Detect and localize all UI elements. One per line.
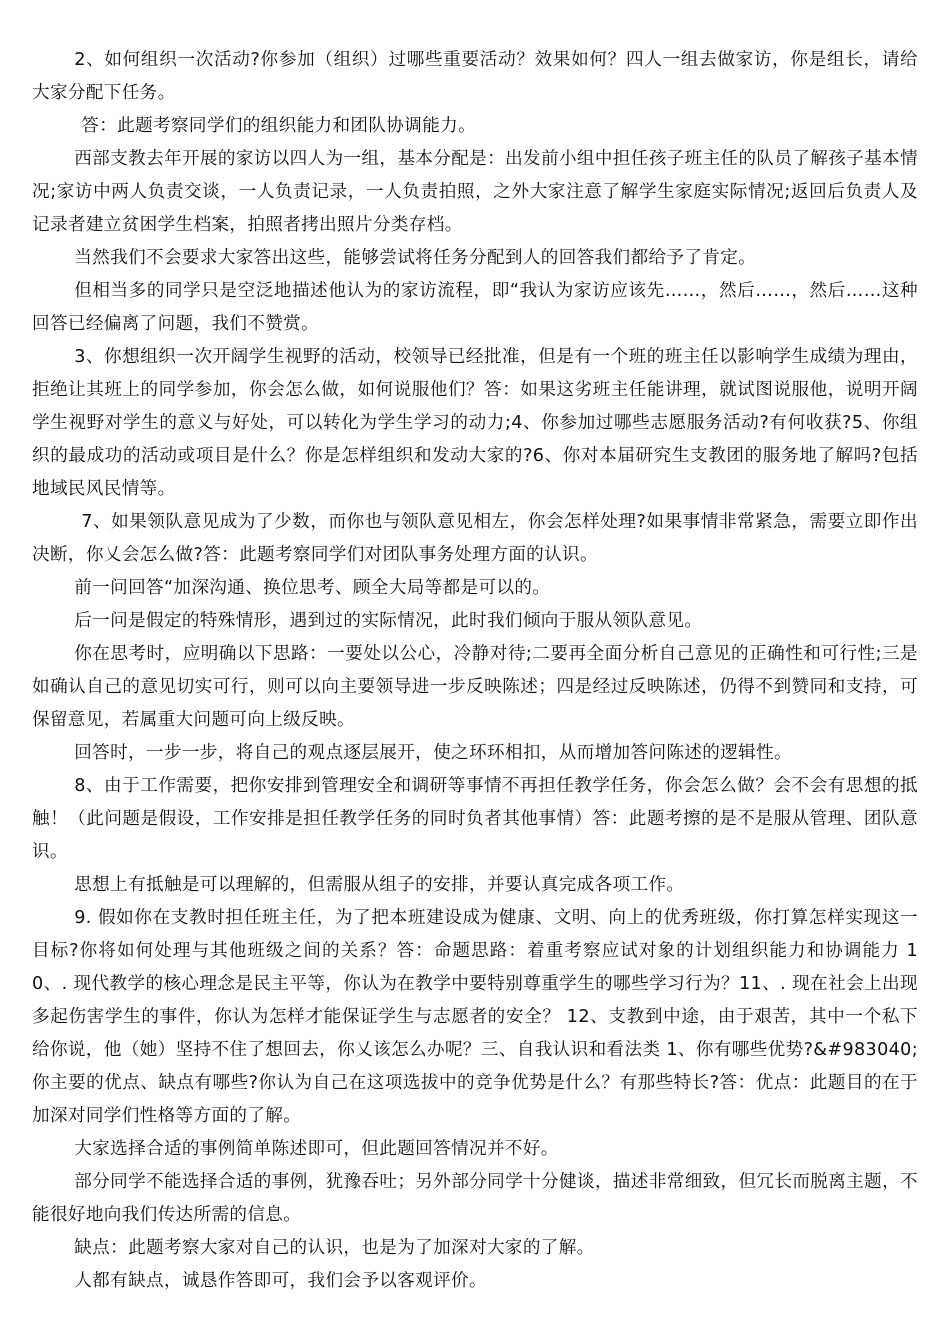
paragraph-honest-answer: 人都有缺点，诚恳作答即可，我们会予以客观评价。: [74, 1271, 487, 1291]
paragraph-questions-3-6: 3、你想组织一次开阔学生视野的活动，校领导已经批准，但是有一个班的班主任以影响学生成绩为理由，拒绝让其班上的同学参加，你会怎么做，如何说服他们？答：如果这劣班主任能讲理，就试图说服他，说明开阔学生视野对学生的意义与好处，可以转化为学生学习的动力;4、你参加过哪些志愿服务活动?有何收获?5、你组织的最成功的活动或项目是什么？你是怎样组织和发动大家的?6、你对本届研究生支教团的服务地了解吗?包括地域民风民情等。: [32, 347, 918, 499]
paragraph-question-7: 7、如果领队意见成为了少数，而你也与领队意见相左，你会怎样处理?如果事情非常紧急，需要立即作出决断，你乂会怎么做?答：此题考察同学们对团队事务处理方面的认识。: [32, 512, 918, 565]
paragraph-answer-logic: 回答时，一步一步，将自己的观点逐层展开，使之环环相扣，从而增加答问陈述的逻辑性。: [74, 743, 792, 763]
paragraph-example-advice: 大家选择合适的事例简单陈述即可，但此题回答情况并不好。: [74, 1139, 559, 1159]
paragraph-answer-2: 答：此题考察同学们的组织能力和团队协调能力。: [81, 116, 477, 136]
paragraph-weaknesses: 缺点：此题考察大家对自己的认识，也是为了加深对大家的了解。: [74, 1238, 595, 1258]
paragraph-first-answer: 前一问回答“加深沟通、换位思考、顾全大局等都是可以的。: [74, 578, 551, 598]
paragraph-affirmation: 当然我们不会要求大家答出这些，能够尝试将任务分配到人的回答我们都给予了肯定。: [74, 248, 757, 268]
paragraph-answer-8: 思想上有抵触是可以理解的，但需服从组子的安排，并要认真完成各项工作。: [74, 875, 685, 895]
paragraph-home-visit-process: 但相当多的同学只是空泛地描述他认为的家访流程，即“我认为家访应该先……，然后……，然后……这种回答已经偏离了问题，我们不赞赏。: [32, 281, 918, 334]
paragraph-second-answer: 后一问是假定的特殊情形，遇到过的实际情况，此时我们倾向于服从领队意见。: [74, 611, 703, 631]
paragraph-question-2: 2、如何组织一次活动?你参加（组织）过哪些重要活动？效果如何？四人一组去做家访，你是组长，请给大家分配下任务。: [32, 50, 918, 103]
paragraph-thinking-steps: 你在思考时，应明确以下思路：一要处以公心，冷静对待;二要再全面分析自己意见的正确性和可行性;三是如确认自己的意见切实可行，则可以向主要领导进一步反映陈述；四是经过反映陈述，仍得不到赞同和支持，可保留意见，若属重大问题可向上级反映。: [32, 644, 918, 730]
paragraph-student-performance: 部分同学不能选择合适的事例，犹豫吞吐；另外部分同学十分健谈，描述非常细致，但冗长而脱离主题，不能很好地向我们传达所需的信息。: [32, 1172, 918, 1225]
paragraph-question-8: 8、由于工作需要，把你安排到管理安全和调研等事情不再担任教学任务，你会怎么做？会不会有思想的抵触！（此问题是假设，工作安排是担任教学任务的同时负者其他事情）答：此题考擦的是不是服从管理、团队意识。: [32, 776, 918, 862]
paragraph-home-visit-assignment: 西部支教去年开展的家访以四人为一组，基本分配是：出发前小组中担任孩子班主任的队员了解孩子基本情况;家访中两人负责交谈，一人负责记录，一人负责拍照，之外大家注意了解学生家庭实际情况;返回后负责人及记录者建立贫困学生档案，拍照者拷出照片分类存档。: [32, 149, 918, 235]
paragraph-questions-9-12-self: 9. 假如你在支教时担任班主任，为了把本班建设成为健康、文明、向上的优秀班级，你打算怎样实现这一目标?你将如何处理与其他班级之间的关系？答：命题思路：着重考察应试对象的计划组织能力和协调能力 10、. 现代教学的核心理念是民主平等，你认为在教学中要特别尊重学生的哪些学习行为？11、. 现在社会上出现多起伤害学生的事件，你认为怎样才能保证学生与志愿者的安全？ 12、支教到中途，由于艰苦，其中一个私下给你说，他（她）坚持不住了想回去，你乂该怎么办呢？三、自我认识和看法类 1、你有哪些优势?&#983040;你主要的优点、缺点有哪些?你认为自己在这项选拔中的竞争优势是什么？有那些特长?答：优点：此题目的在于加深对同学们性格等方面的了解。: [32, 908, 918, 1126]
